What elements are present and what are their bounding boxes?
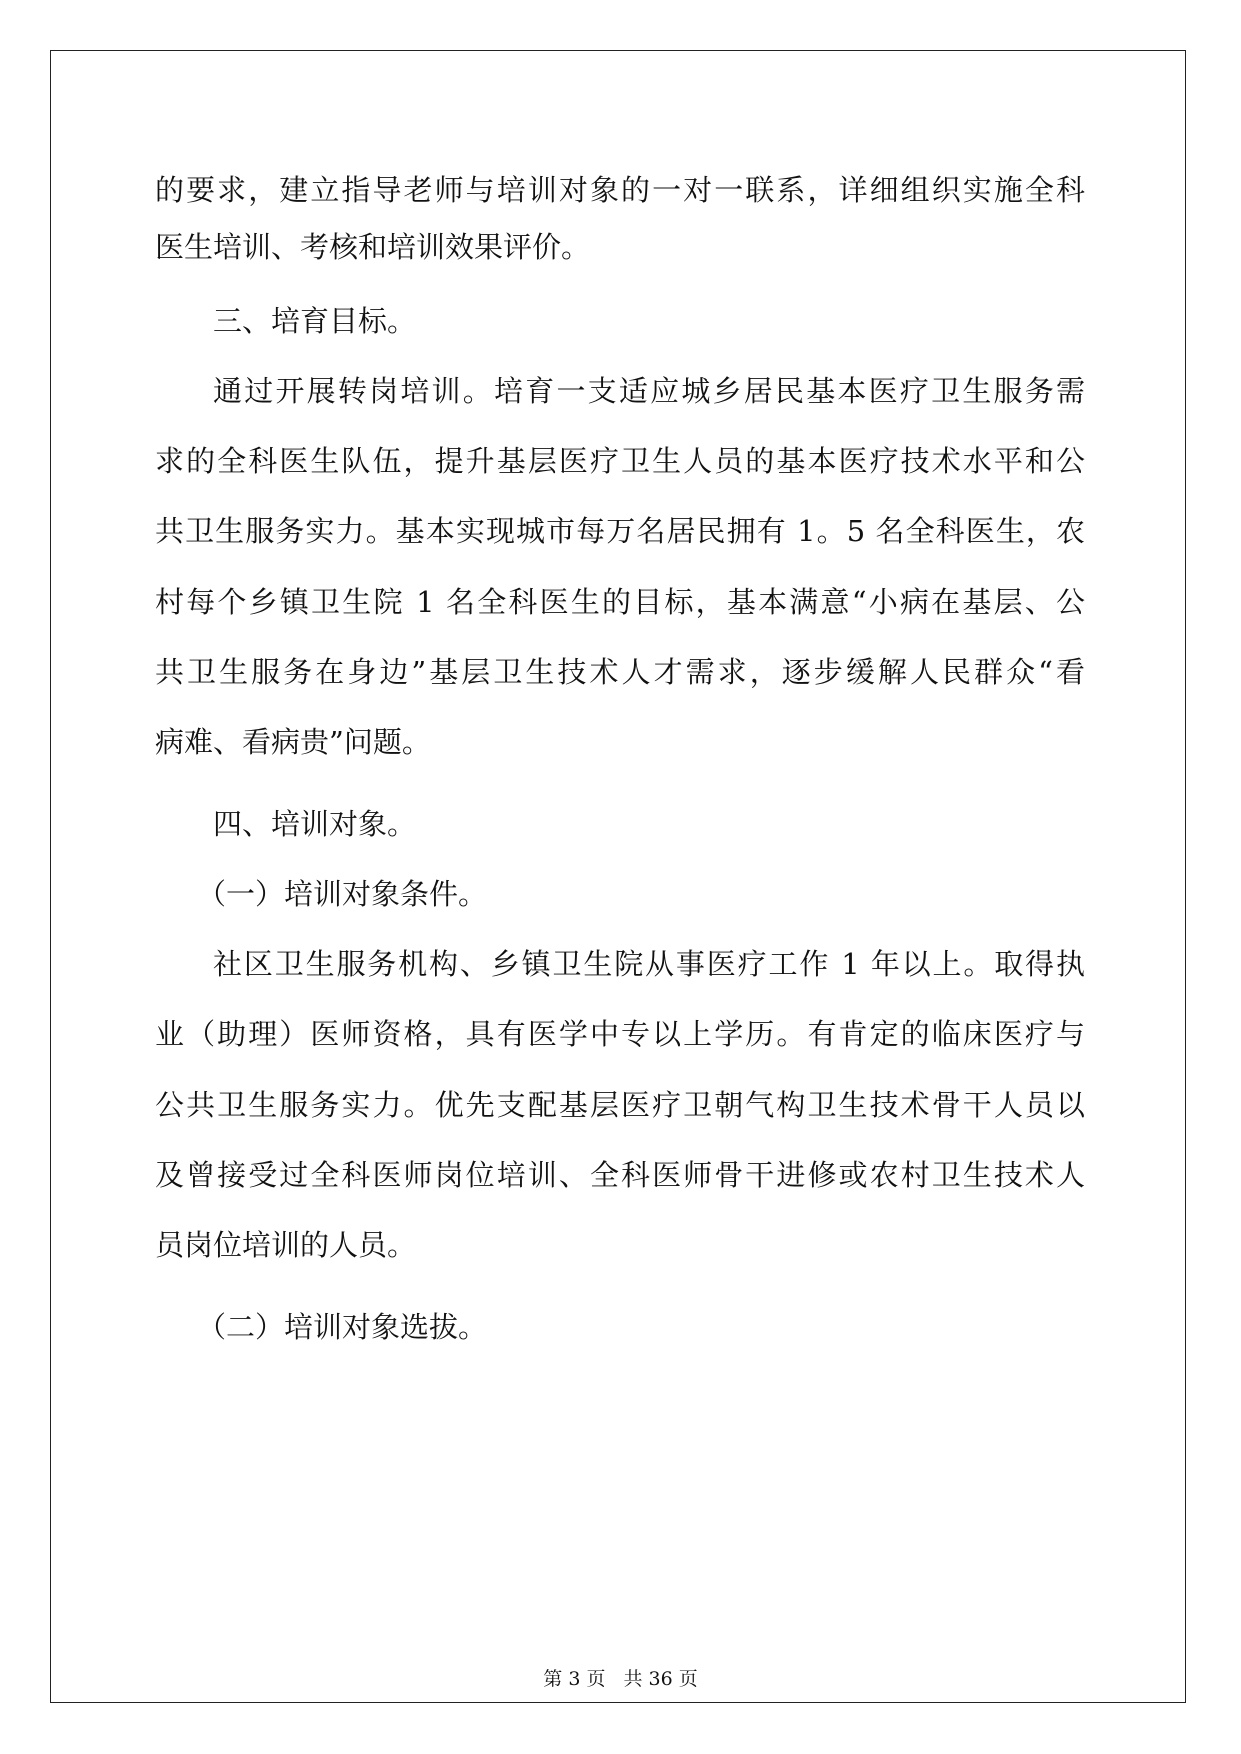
section-heading: 三、培育目标。: [213, 304, 417, 338]
page-footer: [0, 1667, 1241, 1691]
page-number: 第 3 页: [543, 1668, 606, 1690]
section-heading: 四、培训对象。: [213, 807, 417, 841]
text-line: 通过开展转岗培训。培育一支适应城乡居民基本医疗卫生服务需: [213, 374, 1085, 408]
text-line: 医生培训、考核和培训效果评价。: [155, 230, 591, 264]
subsection-heading: （二）培训对象选拔。: [197, 1310, 488, 1344]
text-line: 共卫生服务在身边”基层卫生技术人才需求，逐步缓解人民群众“看: [155, 655, 1085, 689]
text-line: 共卫生服务实力。基本实现城市每万名居民拥有 1。5 名全科医生，农: [155, 514, 1085, 548]
text-line: 公共卫生服务实力。优先支配基层医疗卫朝气构卫生技术骨干人员以: [155, 1088, 1085, 1122]
text-line: 村每个乡镇卫生院 1 名全科医生的目标，基本满意“小病在基层、公: [155, 585, 1085, 619]
text-line: 求的全科医生队伍，提升基层医疗卫生人员的基本医疗技术水平和公: [155, 444, 1085, 478]
total-pages: 共 36 页: [623, 1668, 698, 1690]
text-line: 及曾接受过全科医师岗位培训、全科医师骨干进修或农村卫生技术人: [155, 1158, 1085, 1192]
text-line: 病难、看病贵”问题。: [155, 725, 431, 759]
text-line: 社区卫生服务机构、乡镇卫生院从事医疗工作 1 年以上。取得执: [213, 947, 1085, 981]
text-line: 的要求，建立指导老师与培训对象的一对一联系，详细组织实施全科: [155, 173, 1085, 207]
text-line: 业（助理）医师资格，具有医学中专以上学历。有肯定的临床医疗与: [155, 1017, 1085, 1051]
text-line: 员岗位培训的人员。: [155, 1228, 417, 1262]
subsection-heading: （一）培训对象条件。: [197, 877, 488, 911]
